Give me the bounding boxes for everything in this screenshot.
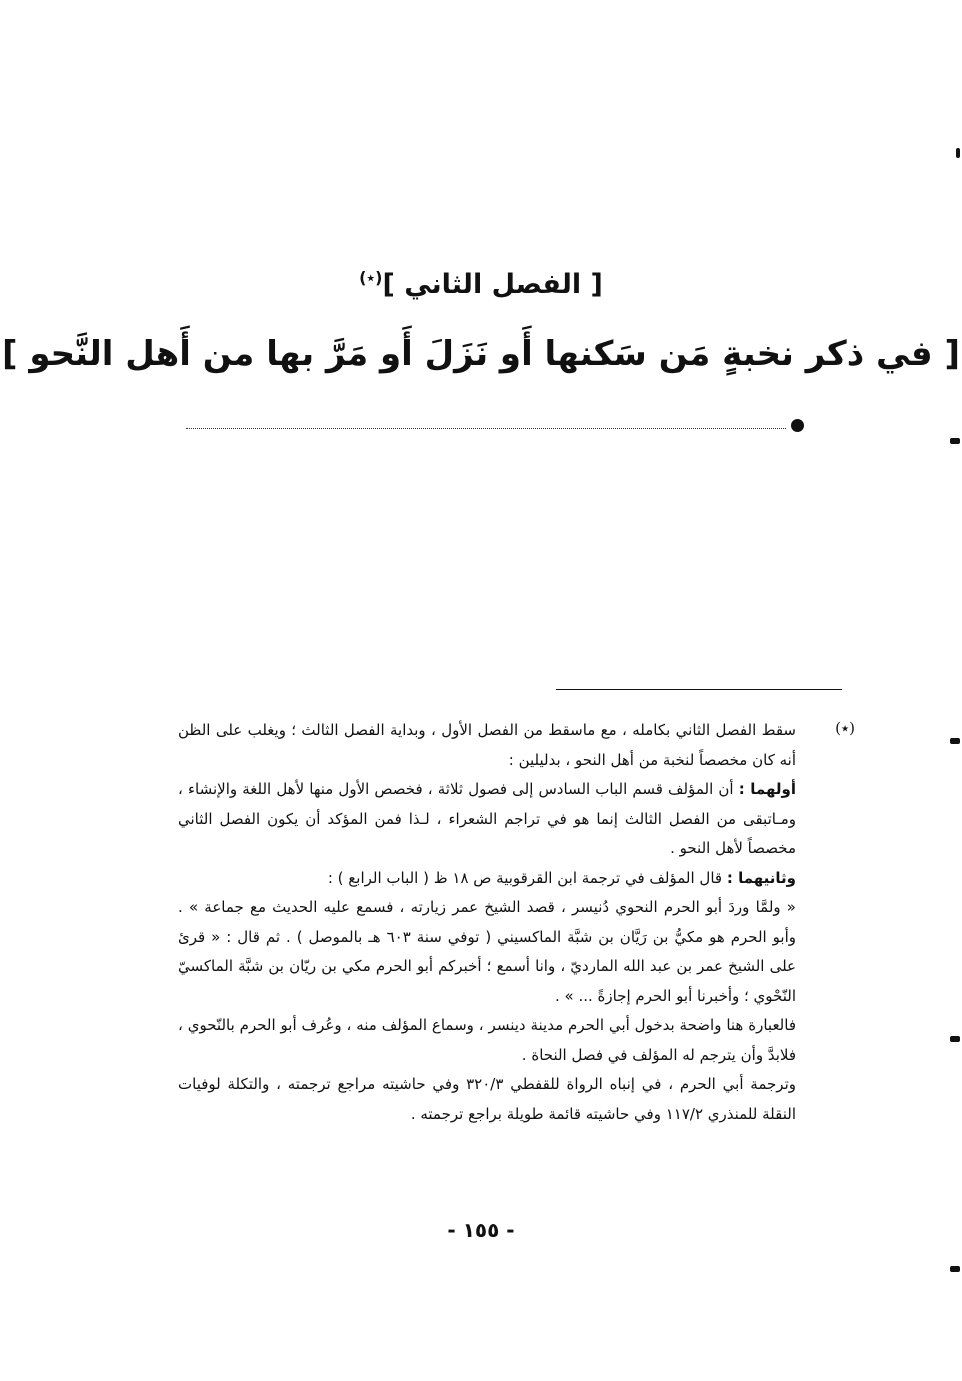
title-dotted-rule [186,428,786,429]
footnote-marker: (٭) [835,719,855,737]
scan-edge-mark [950,738,960,744]
footnote-paragraph-second-reason [178,864,796,894]
chapter-title-text: [ الفصل الثاني ] [382,269,603,300]
scan-edge-mark [950,1266,960,1272]
scan-edge-mark [950,438,960,444]
footnote-paragraph-conclusion: فالعبارة هنا واضحة بدخول أبي الحرم مدينة دينسر ، وسماع المؤلف منه ، وعُرف أبو الحرم بالنّحوي ، فلابدَّ وأن يترجم له المؤلف في فصل النحاة . [178,1016,796,1064]
scan-edge-mark [950,1036,960,1042]
footnote-paragraph-references: وترجمة أبي الحرم ، في إنباه الرواة للقفطي ٣٢٠/٣ وفي حاشيته مراجع ترجمته ، والتكلة لوفيات النقلة للمنذري ١١٧/٢ وفي حاشيته قائمة طويلة براجع ترجمته . [178,1075,796,1123]
title-bullet-dot [791,419,804,432]
chapter-title [0,268,962,300]
footnote-lead-second: وثانيهما : [726,868,796,887]
footnote-paragraph-first-reason [178,775,796,864]
chapter-subtitle: [ في ذكر نخبةٍ مَن سَكنها أَو نَزَلَ أَو مَرَّ بها من أَهل النَّحو ] [1,334,961,374]
footnote-paragraph-quote: « ولمَّا وردَ أبو الحرم النحوي دُنيسر ، قصد الشيخ عمر زيارته ، فسمع عليه الحديث مع جماعة » . وأبو الحرم هو مكيُّ بن رَيَّان بن شبَّة الماكسيني ( توفي سنة ٦٠٣ هـ بالموصل ) . ثم قال : « قرئ على الشيخ عمر بن عبد الله المارديّ ، وانا أسمع ؛ أخبركم أبو الحرم مكي بن ريّان بن شبَّة الماكسيّ النّحْوي ؛ وأخبرنا أبو الحرم إجازةً ... » . [178,898,796,1005]
footnote-second-reason-text: قال المؤلف في ترجمة ابن القرقوبية ص ١٨ ظ ( الباب الرابع ) : [327,868,723,887]
footnote-lead-first: أولهما : [738,780,796,798]
footnote-separator [556,689,842,690]
footnote-first-reason-text: أن المؤلف قسم الباب السادس إلى فصول ثلاثة ، فخصص الأول منها لأهل اللغة والإنشاء ، ومـاتبقى من الفصل الثالث إنما هو في تراجم الشعراء ، لـذا فمن المؤكد أن يكون الفصل الثاني مخصصاً لأهل النحو . [178,780,796,857]
chapter-footnote-ref: (٭) [359,268,383,287]
footnote-paragraph-intro: سقط الفصل الثاني بكامله ، مع ماسقط من الفصل الأول ، وبداية الفصل الثالث ؛ ويغلب على الظن أنه كان مخصصاً لنخبة من أهل النحو ، بدليلين : [178,721,796,769]
footnote-body [178,716,796,1129]
scan-edge-mark [956,148,960,158]
page-number: - ١٥٥ - [447,1218,515,1242]
